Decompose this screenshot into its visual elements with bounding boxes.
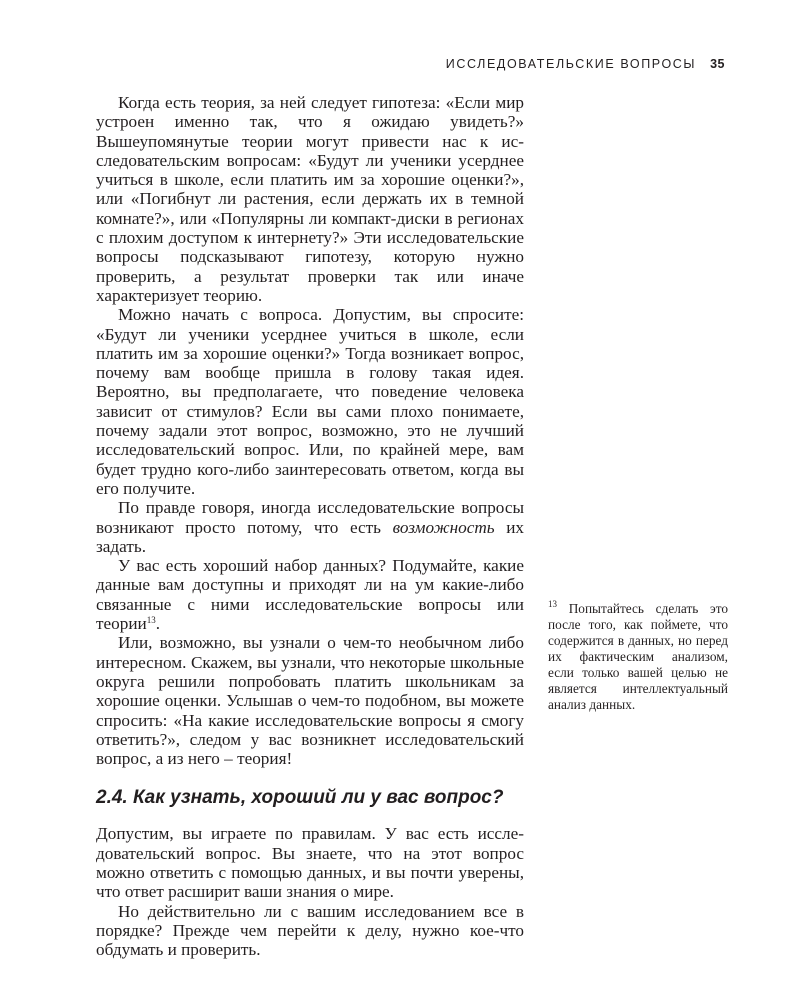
paragraph-3-start: По правде говоря, иногда исследовательские вопросы возникают просто потому, что есть [96,498,524,537]
page-number: 35 [710,57,725,71]
paragraph-3-emphasis: возможность [392,517,495,537]
footnote-13 [548,601,728,713]
paragraph-5: Или, возможно, вы узнали о чем-то необычном либо интересном. Скажем, вы узнали, что некоторые школьные округа решили попробовать платить школьникам за хорошие оценки. Услышав о чем-то подобном, вы можете спросить: «На какие исследовательские вопросы я смогу ответить?», следом у вас возникнет исследовательский вопрос, а из него – теория! [96,633,524,769]
footnote-text: Попытайтесь сделать это после того, как поймете, что содержится в данных, но перед их фактическим анализом, если только вашей целью не является интеллектуальный анализ данных. [548,601,728,712]
paragraph-1: Когда есть теория, за ней следует гипотеза: «Если мир устроен именно так, что я ожидаю увидеть?» Вышеупомянутые теории могут привести нас к исследовательским вопросам: «Будут ли ученики усерднее учиться в школе, если платить им за хорошие оценки?», или «Погибнут ли растения, если держать их в темной комнате?», или «Популярны ли компакт-диски в регионах с плохим доступом к интернету?» Эти исследовательские вопросы подсказывают гипотезу, которую нужно проверить, а результат проверки так или иначе характеризует теорию. [96,93,524,305]
running-head [446,57,725,71]
paragraph-4-text: У вас есть хороший набор данных? Подумайте, какие данные вам доступны и приходят ли на ум какие-либо связанные с ними исследовательские вопросы или теории [96,556,524,634]
side-footnote [548,601,728,713]
paragraph-4 [96,556,524,633]
footnote-ref-13[interactable]: 13 [146,615,156,626]
paragraph-4-tail: . [155,614,161,634]
paragraph-2: Можно начать с вопроса. Допустим, вы спросите: «Будут ли ученики усерднее учиться в школе, если платить им за хорошие оценки?» Тогда возникает вопрос, почему вам вообще пришла в голову такая идея. Вероятно, вы предполагаете, что поведение человека зависит от стимулов? Если вы сами плохо понимаете, почему задали этот вопрос, возможно, это не лучший исследовательский вопрос. Или, по крайней мере, вам будет трудно кого-либо заинтересовать ответом, когда вы его получите. [96,305,524,498]
paragraph-7: Но действительно ли с вашим исследованием все в порядке? Прежде чем перейти к делу, нужно кое-что обдумать и проверить. [96,901,524,960]
paragraph-3-end: их задать. [96,517,524,556]
main-text-column [96,93,524,959]
footnote-number: 13 [548,599,557,609]
paragraph-6: Допустим, вы играете по правилам. У вас есть исследовательский вопрос. Вы знаете, что на этот вопрос можно ответить с помощью данных, и вы почти уверены, что ответ расширит ваши знания о мире. [96,824,524,902]
paragraph-3 [96,498,524,556]
section-heading: 2.4. Как узнать, хороший ли у вас вопрос? [96,787,504,809]
running-title: ИССЛЕДОВАТЕЛЬСКИЕ ВОПРОСЫ [445,57,697,71]
